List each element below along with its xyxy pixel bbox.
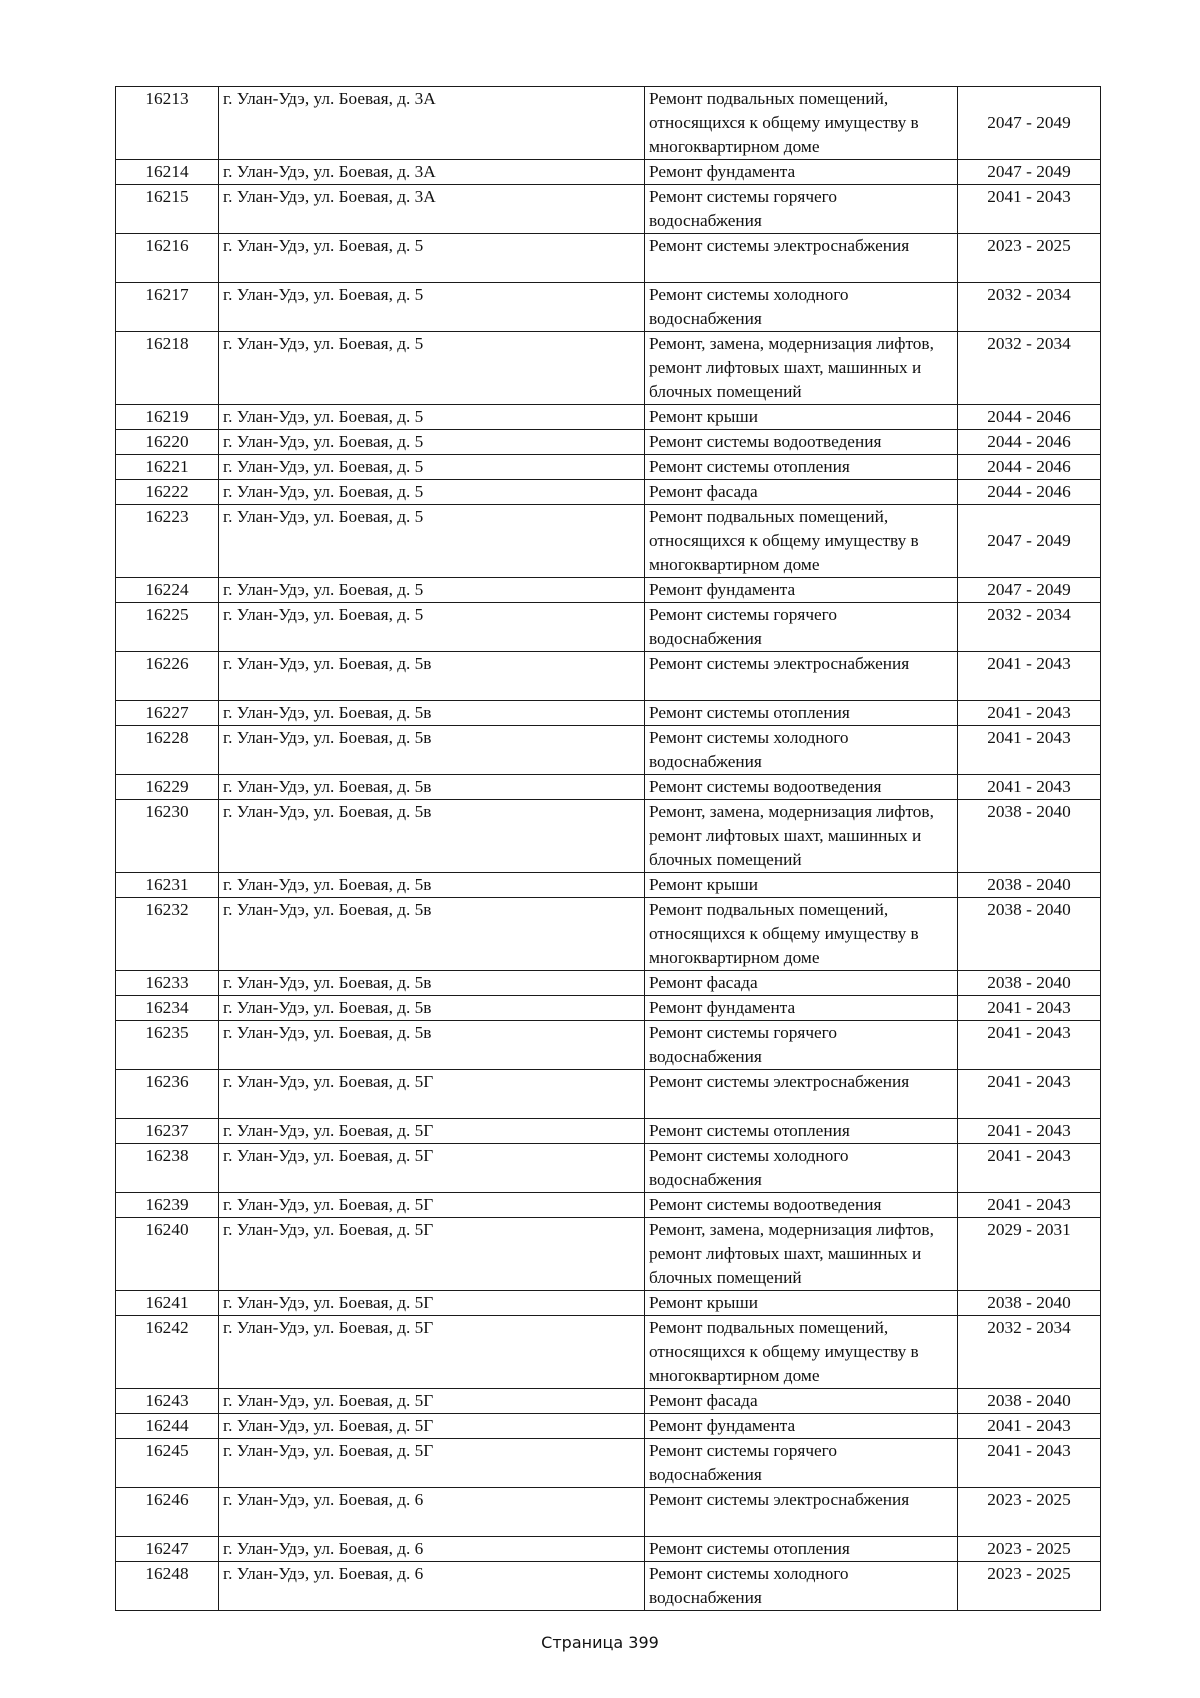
table-row [116,430,1101,455]
period-cell: 2041 - 2043 [958,1144,1101,1193]
period-cell: 2041 - 2043 [958,701,1101,726]
table-row [116,283,1101,332]
address-cell: г. Улан-Удэ, ул. Боевая, д. 5Г [219,1316,645,1389]
row-number-cell: 16235 [116,1021,219,1070]
work-type-cell: Ремонт, замена, модернизация лифтов, ремонт лифтовых шахт, машинных и блочных помещений [645,332,958,405]
row-number-cell: 16241 [116,1291,219,1316]
period-cell: 2023 - 2025 [958,1562,1101,1611]
table-row [116,1218,1101,1291]
period-cell: 2041 - 2043 [958,652,1101,701]
address-cell: г. Улан-Удэ, ул. Боевая, д. 5Г [219,1414,645,1439]
address-cell: г. Улан-Удэ, ул. Боевая, д. 3А [219,87,645,160]
row-number-cell: 16229 [116,775,219,800]
work-type-cell: Ремонт подвальных помещений, относящихся к общему имуществу в многоквартирном доме [645,505,958,578]
address-cell: г. Улан-Удэ, ул. Боевая, д. 5в [219,1021,645,1070]
period-cell: 2041 - 2043 [958,1193,1101,1218]
table-row [116,1389,1101,1414]
period-cell: 2047 - 2049 [958,578,1101,603]
address-cell: г. Улан-Удэ, ул. Боевая, д. 5в [219,726,645,775]
row-number-cell: 16218 [116,332,219,405]
work-type-cell: Ремонт крыши [645,1291,958,1316]
row-number-cell: 16224 [116,578,219,603]
row-number-cell: 16233 [116,971,219,996]
table-row [116,160,1101,185]
period-cell: 2044 - 2046 [958,455,1101,480]
works-table [115,86,1101,1611]
work-type-cell: Ремонт фундамента [645,160,958,185]
work-type-cell: Ремонт системы горячего водоснабжения [645,185,958,234]
row-number-cell: 16236 [116,1070,219,1119]
row-number-cell: 16230 [116,800,219,873]
table-row [116,1439,1101,1488]
work-type-cell: Ремонт системы электроснабжения [645,1488,958,1537]
works-table-body [116,87,1101,1611]
table-row [116,455,1101,480]
work-type-cell: Ремонт системы горячего водоснабжения [645,603,958,652]
table-row [116,971,1101,996]
table-row [116,1070,1101,1119]
row-number-cell: 16232 [116,898,219,971]
work-type-cell: Ремонт системы водоотведения [645,430,958,455]
period-cell: 2044 - 2046 [958,430,1101,455]
table-row [116,726,1101,775]
work-type-cell: Ремонт фасада [645,971,958,996]
work-type-cell: Ремонт системы горячего водоснабжения [645,1439,958,1488]
work-type-cell: Ремонт фундамента [645,578,958,603]
work-type-cell: Ремонт системы отопления [645,1537,958,1562]
table-row [116,1193,1101,1218]
address-cell: г. Улан-Удэ, ул. Боевая, д. 5 [219,405,645,430]
address-cell: г. Улан-Удэ, ул. Боевая, д. 5Г [219,1439,645,1488]
period-cell: 2041 - 2043 [958,1119,1101,1144]
period-cell: 2041 - 2043 [958,1414,1101,1439]
row-number-cell: 16237 [116,1119,219,1144]
table-row [116,873,1101,898]
address-cell: г. Улан-Удэ, ул. Боевая, д. 5Г [219,1144,645,1193]
address-cell: г. Улан-Удэ, ул. Боевая, д. 5 [219,332,645,405]
table-row [116,996,1101,1021]
table-row [116,480,1101,505]
table-row [116,1021,1101,1070]
row-number-cell: 16240 [116,1218,219,1291]
work-type-cell: Ремонт системы электроснабжения [645,234,958,283]
table-row [116,652,1101,701]
table-row [116,1144,1101,1193]
period-cell: 2023 - 2025 [958,234,1101,283]
address-cell: г. Улан-Удэ, ул. Боевая, д. 5 [219,480,645,505]
period-cell: 2047 - 2049 [958,160,1101,185]
period-cell: 2041 - 2043 [958,185,1101,234]
address-cell: г. Улан-Удэ, ул. Боевая, д. 5в [219,971,645,996]
address-cell: г. Улан-Удэ, ул. Боевая, д. 6 [219,1488,645,1537]
period-cell: 2023 - 2025 [958,1488,1101,1537]
address-cell: г. Улан-Удэ, ул. Боевая, д. 3А [219,185,645,234]
table-row [116,775,1101,800]
row-number-cell: 16248 [116,1562,219,1611]
address-cell: г. Улан-Удэ, ул. Боевая, д. 3А [219,160,645,185]
address-cell: г. Улан-Удэ, ул. Боевая, д. 5в [219,652,645,701]
period-cell: 2041 - 2043 [958,1439,1101,1488]
table-row [116,800,1101,873]
address-cell: г. Улан-Удэ, ул. Боевая, д. 5 [219,283,645,332]
row-number-cell: 16220 [116,430,219,455]
row-number-cell: 16226 [116,652,219,701]
address-cell: г. Улан-Удэ, ул. Боевая, д. 5Г [219,1291,645,1316]
work-type-cell: Ремонт фасада [645,1389,958,1414]
row-number-cell: 16213 [116,87,219,160]
period-cell: 2041 - 2043 [958,1021,1101,1070]
period-cell: 2038 - 2040 [958,971,1101,996]
table-row [116,701,1101,726]
period-cell: 2044 - 2046 [958,480,1101,505]
address-cell: г. Улан-Удэ, ул. Боевая, д. 5в [219,701,645,726]
row-number-cell: 16219 [116,405,219,430]
table-row [116,1488,1101,1537]
table-row [116,1562,1101,1611]
work-type-cell: Ремонт системы отопления [645,1119,958,1144]
row-number-cell: 16238 [116,1144,219,1193]
address-cell: г. Улан-Удэ, ул. Боевая, д. 5Г [219,1119,645,1144]
period-cell: 2023 - 2025 [958,1537,1101,1562]
period-cell: 2038 - 2040 [958,800,1101,873]
address-cell: г. Улан-Удэ, ул. Боевая, д. 5в [219,996,645,1021]
work-type-cell: Ремонт крыши [645,873,958,898]
row-number-cell: 16215 [116,185,219,234]
row-number-cell: 16217 [116,283,219,332]
table-row [116,405,1101,430]
row-number-cell: 16242 [116,1316,219,1389]
table-row [116,1414,1101,1439]
period-cell: 2041 - 2043 [958,996,1101,1021]
row-number-cell: 16243 [116,1389,219,1414]
row-number-cell: 16216 [116,234,219,283]
period-cell: 2044 - 2046 [958,405,1101,430]
work-type-cell: Ремонт системы холодного водоснабжения [645,726,958,775]
address-cell: г. Улан-Удэ, ул. Боевая, д. 5в [219,775,645,800]
table-row [116,898,1101,971]
table-row [116,578,1101,603]
row-number-cell: 16246 [116,1488,219,1537]
work-type-cell: Ремонт системы электроснабжения [645,652,958,701]
work-type-cell: Ремонт системы водоотведения [645,1193,958,1218]
work-type-cell: Ремонт подвальных помещений, относящихся к общему имуществу в многоквартирном доме [645,87,958,160]
table-row [116,1119,1101,1144]
work-type-cell: Ремонт системы отопления [645,455,958,480]
address-cell: г. Улан-Удэ, ул. Боевая, д. 5Г [219,1193,645,1218]
row-number-cell: 16244 [116,1414,219,1439]
row-number-cell: 16223 [116,505,219,578]
address-cell: г. Улан-Удэ, ул. Боевая, д. 5 [219,430,645,455]
address-cell: г. Улан-Удэ, ул. Боевая, д. 5 [219,234,645,283]
row-number-cell: 16228 [116,726,219,775]
table-row [116,603,1101,652]
address-cell: г. Улан-Удэ, ул. Боевая, д. 5Г [219,1389,645,1414]
row-number-cell: 16245 [116,1439,219,1488]
address-cell: г. Улан-Удэ, ул. Боевая, д. 5 [219,603,645,652]
table-row [116,505,1101,578]
period-cell: 2041 - 2043 [958,1070,1101,1119]
address-cell: г. Улан-Удэ, ул. Боевая, д. 5Г [219,1070,645,1119]
address-cell: г. Улан-Удэ, ул. Боевая, д. 5 [219,455,645,480]
address-cell: г. Улан-Удэ, ул. Боевая, д. 5 [219,578,645,603]
row-number-cell: 16234 [116,996,219,1021]
row-number-cell: 16225 [116,603,219,652]
period-cell: 2038 - 2040 [958,873,1101,898]
work-type-cell: Ремонт фундамента [645,996,958,1021]
work-type-cell: Ремонт фасада [645,480,958,505]
period-cell: 2047 - 2049 [958,87,1101,160]
work-type-cell: Ремонт подвальных помещений, относящихся к общему имуществу в многоквартирном доме [645,898,958,971]
period-cell: 2029 - 2031 [958,1218,1101,1291]
period-cell: 2047 - 2049 [958,505,1101,578]
period-cell: 2032 - 2034 [958,603,1101,652]
period-cell: 2032 - 2034 [958,332,1101,405]
table-row [116,1316,1101,1389]
period-cell: 2038 - 2040 [958,1389,1101,1414]
work-type-cell: Ремонт, замена, модернизация лифтов, ремонт лифтовых шахт, машинных и блочных помещений [645,800,958,873]
work-type-cell: Ремонт системы холодного водоснабжения [645,1562,958,1611]
period-cell: 2032 - 2034 [958,283,1101,332]
table-row [116,185,1101,234]
period-cell: 2032 - 2034 [958,1316,1101,1389]
work-type-cell: Ремонт системы водоотведения [645,775,958,800]
table-row [116,234,1101,283]
row-number-cell: 16247 [116,1537,219,1562]
address-cell: г. Улан-Удэ, ул. Боевая, д. 5Г [219,1218,645,1291]
address-cell: г. Улан-Удэ, ул. Боевая, д. 5 [219,505,645,578]
period-cell: 2041 - 2043 [958,775,1101,800]
work-type-cell: Ремонт крыши [645,405,958,430]
address-cell: г. Улан-Удэ, ул. Боевая, д. 5в [219,873,645,898]
page-number: Страница 399 [541,1633,659,1652]
work-type-cell: Ремонт фундамента [645,1414,958,1439]
row-number-cell: 16214 [116,160,219,185]
table-row [116,1291,1101,1316]
table-row [116,1537,1101,1562]
address-cell: г. Улан-Удэ, ул. Боевая, д. 5в [219,800,645,873]
address-cell: г. Улан-Удэ, ул. Боевая, д. 6 [219,1562,645,1611]
work-type-cell: Ремонт подвальных помещений, относящихся к общему имуществу в многоквартирном доме [645,1316,958,1389]
work-type-cell: Ремонт системы холодного водоснабжения [645,1144,958,1193]
row-number-cell: 16227 [116,701,219,726]
period-cell: 2038 - 2040 [958,1291,1101,1316]
address-cell: г. Улан-Удэ, ул. Боевая, д. 5в [219,898,645,971]
work-type-cell: Ремонт системы отопления [645,701,958,726]
row-number-cell: 16231 [116,873,219,898]
row-number-cell: 16222 [116,480,219,505]
work-type-cell: Ремонт, замена, модернизация лифтов, ремонт лифтовых шахт, машинных и блочных помещений [645,1218,958,1291]
table-row [116,332,1101,405]
period-cell: 2041 - 2043 [958,726,1101,775]
table-row [116,87,1101,160]
address-cell: г. Улан-Удэ, ул. Боевая, д. 6 [219,1537,645,1562]
work-type-cell: Ремонт системы холодного водоснабжения [645,283,958,332]
row-number-cell: 16239 [116,1193,219,1218]
period-cell: 2038 - 2040 [958,898,1101,971]
row-number-cell: 16221 [116,455,219,480]
work-type-cell: Ремонт системы электроснабжения [645,1070,958,1119]
work-type-cell: Ремонт системы горячего водоснабжения [645,1021,958,1070]
